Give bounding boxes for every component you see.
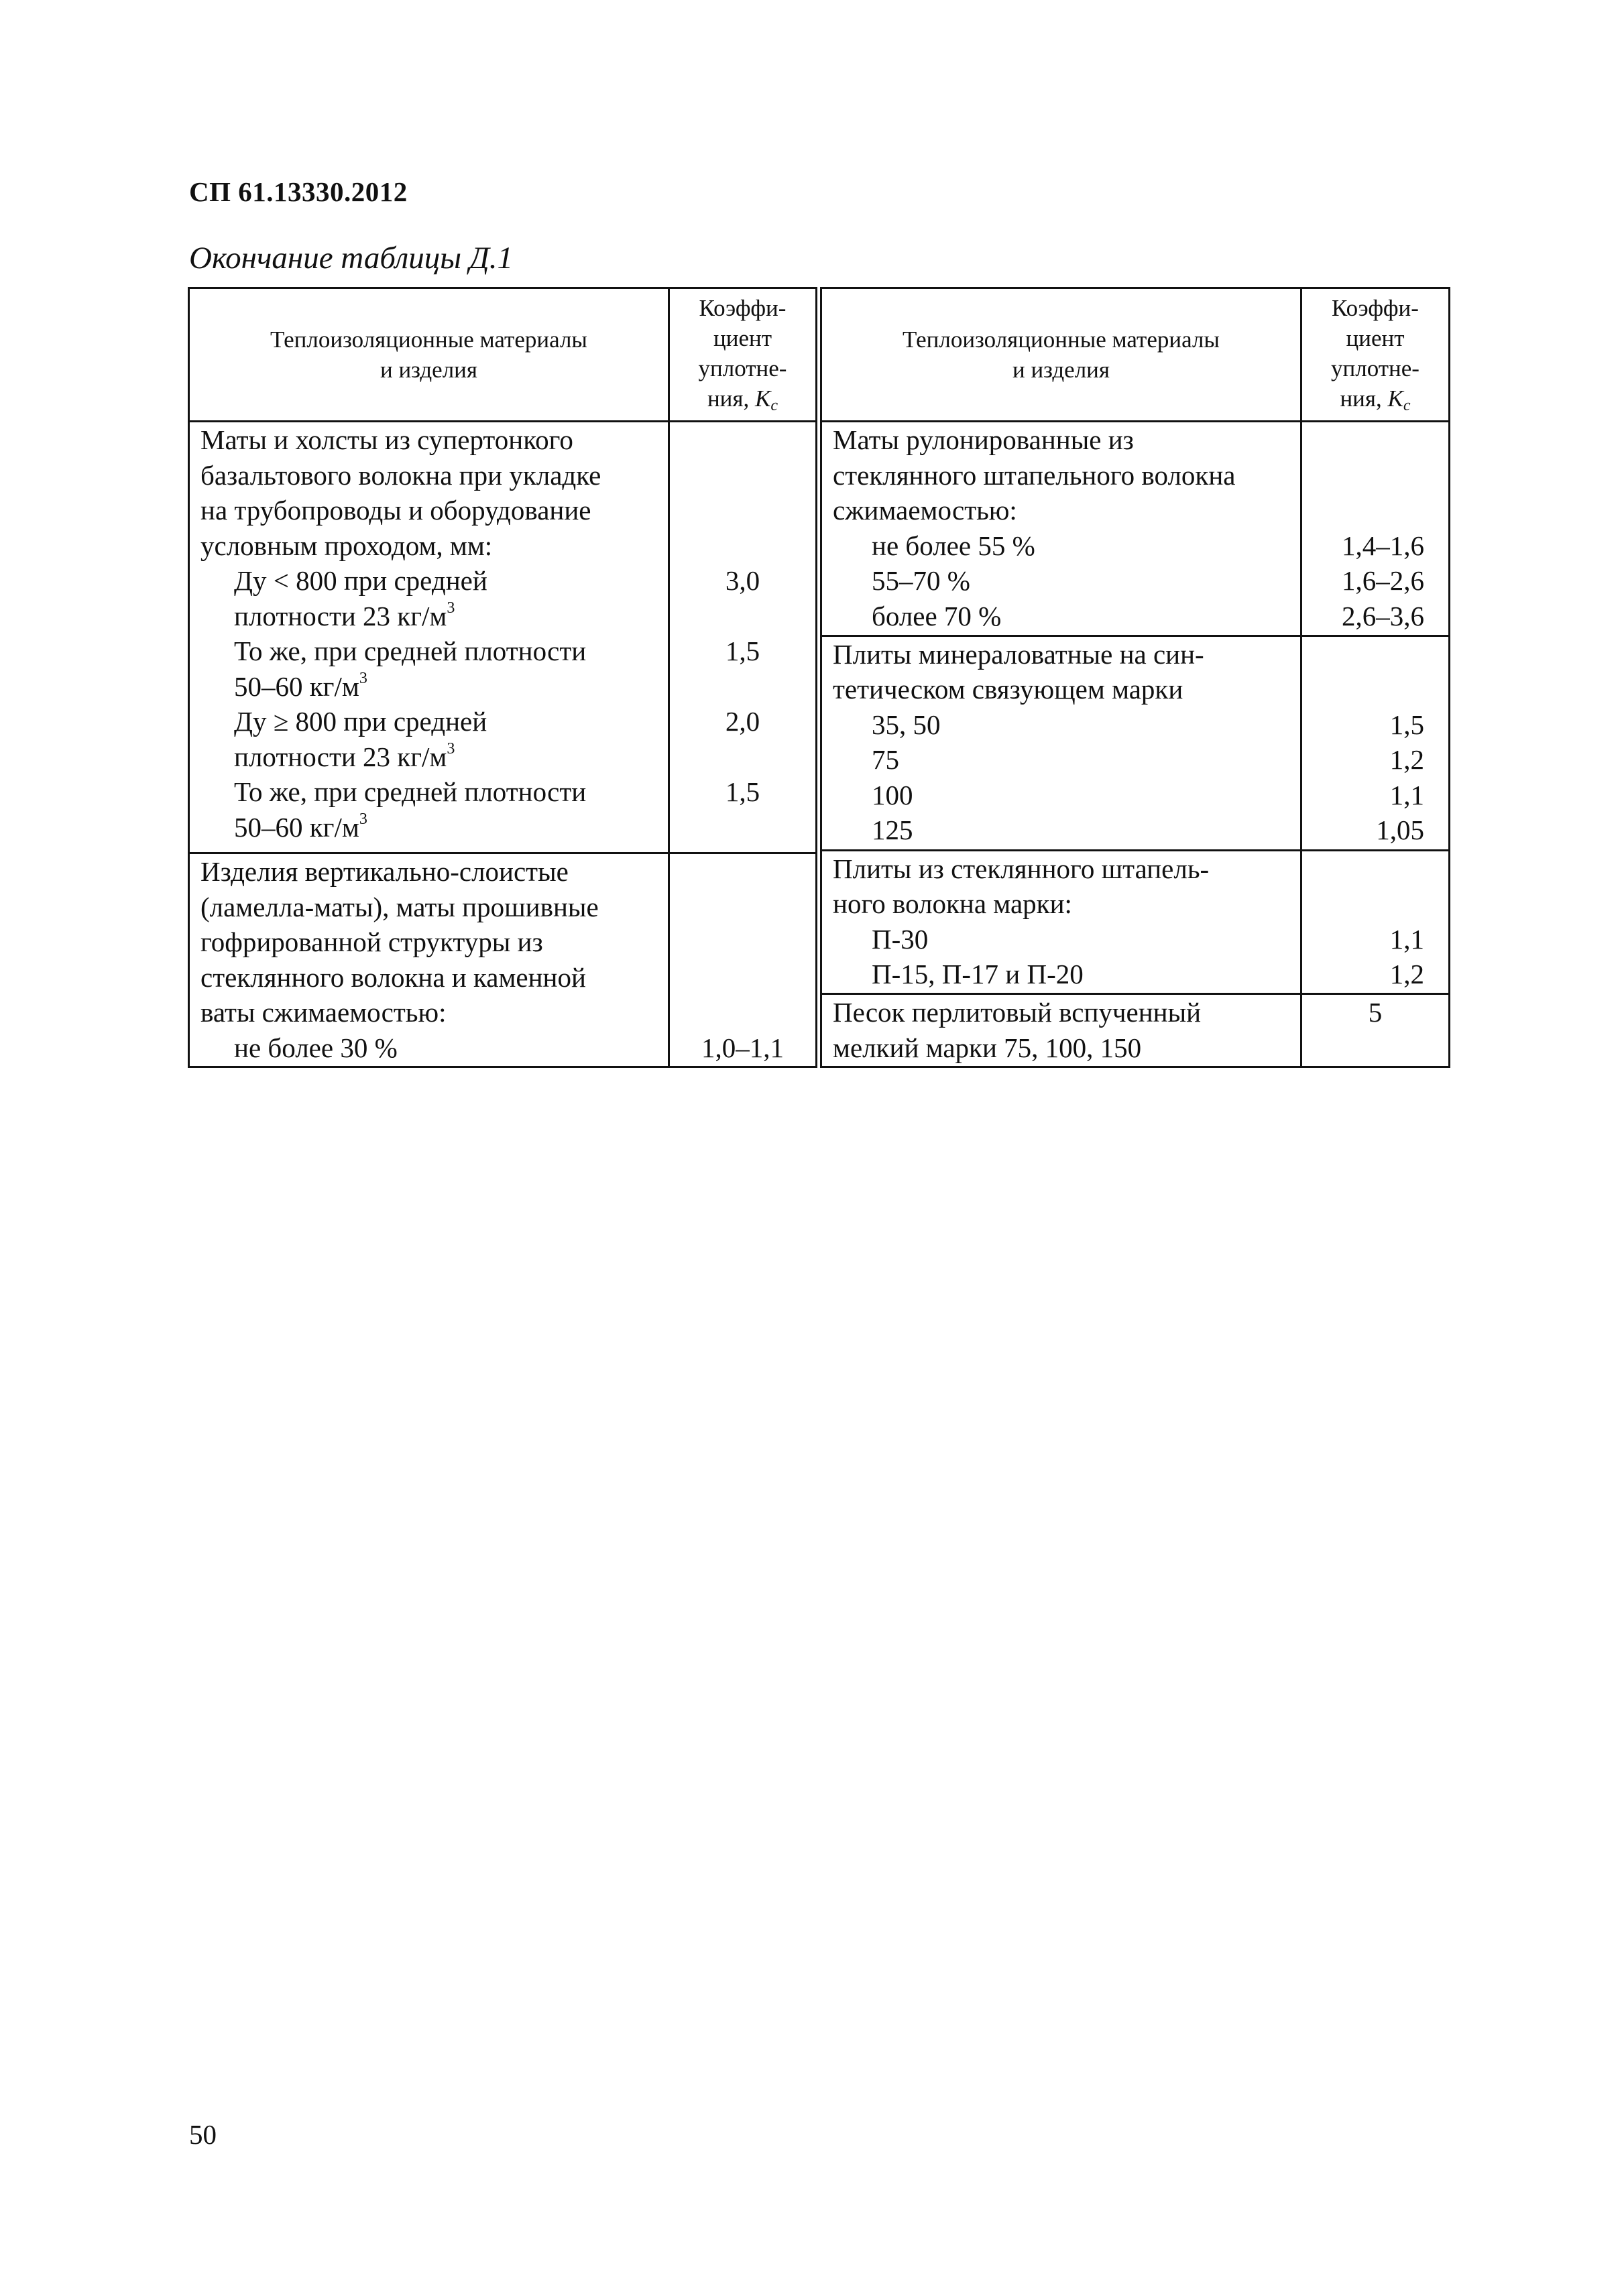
header-coefficient: Коэффи- циент уплотне- ния, Kc xyxy=(1301,288,1450,422)
material-cell: Маты и холсты из супертонкого базальтового волокна при укладке на трубопроводы и оборудование условным проходом, мм: Ду < 800 при средней плотности 23 $кг/м^3$ То же, при средней плотности 50–60 $кг/м^3$ Ду ≥ 800 при средней плотности 23 $кг/м^3$ То же, при средней плотности 50–60 $кг/м^3$ xyxy=(189,422,669,853)
material-cell: Песок перлитовый вспученный мелкий марки 75, 100, 150 xyxy=(821,994,1301,1067)
table-row xyxy=(189,422,817,853)
table-row xyxy=(821,850,1450,993)
header-coefficient: Коэффи- циент уплотне- ния, Kc xyxy=(669,288,817,422)
table-row xyxy=(821,994,1450,1067)
material-cell: Плиты из стеклянного штапель- ного волокна марки: П-30 П-15, П-17 и П-20 xyxy=(821,850,1301,993)
table-row xyxy=(821,422,1450,636)
coefficient-cell: 1,0–1,1 xyxy=(669,853,817,1067)
coefficient-cell: 1,5 1,2 1,1 1,05 xyxy=(1301,636,1450,850)
header-material: Теплоизоляционные материалы и изделия xyxy=(821,288,1301,422)
material-cell: Плиты минераловатные на син- тетическом связующем марки 35, 50 75 100 125 xyxy=(821,636,1301,850)
header-material: Теплоизоляционные материалы и изделия xyxy=(189,288,669,422)
table-caption: Окончание таблицы Д.1 xyxy=(189,241,514,276)
material-cell: Маты рулонированные из стеклянного штапельного волокна сжимаемостью: не более 55 % 55–70 % более 70 % xyxy=(821,422,1301,636)
page-number: 50 xyxy=(189,2119,217,2150)
right-table xyxy=(820,287,1450,1068)
coefficient-cell: 3,0 1,5 2,0 1,5 xyxy=(669,422,817,853)
coefficient-tables xyxy=(188,287,1448,1068)
coefficient-cell: 1,4–1,6 1,6–2,6 2,6–3,6 xyxy=(1301,422,1450,636)
table-row xyxy=(821,636,1450,850)
coefficient-cell: 1,1 1,2 xyxy=(1301,850,1450,993)
left-table xyxy=(188,287,817,1068)
header-row xyxy=(189,288,817,422)
table-row xyxy=(189,853,817,1067)
coefficient-cell: 5 xyxy=(1301,994,1450,1067)
document-code: СП 61.13330.2012 xyxy=(189,176,408,207)
header-row xyxy=(821,288,1450,422)
material-cell: Изделия вертикально-слоистые (ламелла-маты), маты прошивные гофрированной структуры из стеклянного волокна и каменной ваты сжимаемостью: не более 30 % xyxy=(189,853,669,1067)
